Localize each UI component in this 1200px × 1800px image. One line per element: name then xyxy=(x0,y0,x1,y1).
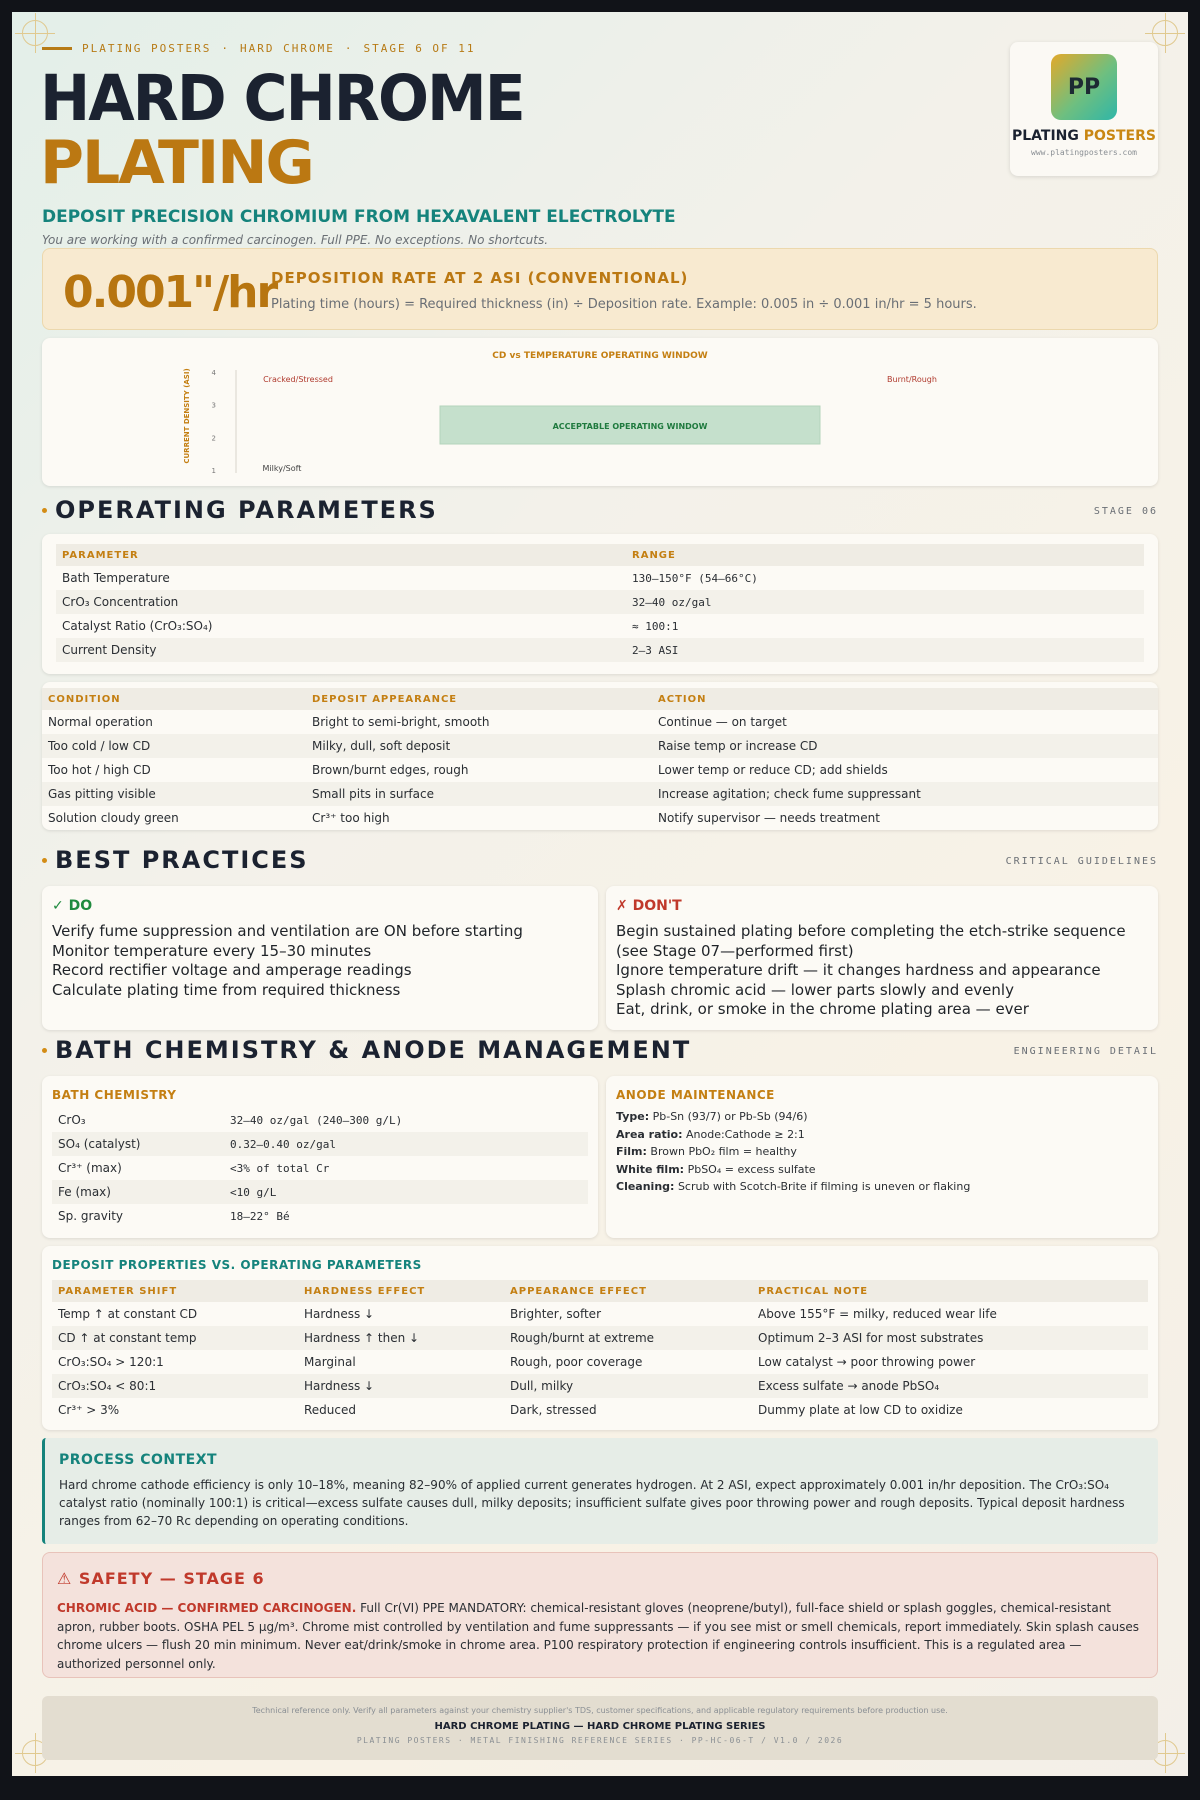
do-card xyxy=(42,886,598,1030)
hardness-cell: Hardness ↓ xyxy=(304,1307,375,1321)
table-row xyxy=(42,758,1158,782)
list-item: Begin sustained plating before completing the etch-strike sequence (see Stage 07—performed first) xyxy=(616,922,1126,960)
table-row xyxy=(52,1398,1148,1422)
list-item: Monitor temperature every 15–30 minutes xyxy=(52,941,372,960)
table-row xyxy=(56,590,1144,614)
anode-line xyxy=(616,1126,1148,1144)
dont-list xyxy=(616,922,1148,1020)
best-practices-heading xyxy=(42,846,309,874)
appearance-cell: Brighter, softer xyxy=(510,1307,602,1321)
table-row xyxy=(42,806,1158,830)
chart-title: CD vs TEMPERATURE OPERATING WINDOW xyxy=(492,351,708,361)
table-header: PRACTICAL NOTE xyxy=(752,1280,1148,1302)
table-header: APPEARANCE EFFECT xyxy=(504,1280,752,1302)
process-context-box xyxy=(42,1438,1158,1544)
note-cell: Dummy plate at low CD to oxidize xyxy=(758,1403,963,1417)
parameter-cell: Catalyst Ratio (CrO₃:SO₄) xyxy=(62,619,213,633)
dont-title: ✗ DON'T xyxy=(616,898,682,914)
deposition-rate-text: Plating time (hours) = Required thickness (in) ÷ Deposition rate. Example: 0.005 in ÷ 0.001 in/hr = 5 hours. xyxy=(271,297,977,312)
appearance-cell: Small pits in surface xyxy=(306,782,652,806)
value-cell: <3% of total Cr xyxy=(230,1161,330,1175)
appearance-cell: Dull, milky xyxy=(504,1374,752,1398)
footer-disclaimer: Technical reference only. Verify all parameters against your chemistry supplier's TDS, customer specifications, and applicable regulatory requirements before production use. xyxy=(252,1706,948,1715)
deposit-properties-table xyxy=(52,1280,1148,1422)
deposit-properties-card xyxy=(42,1246,1158,1430)
range-cell: 2–3 ASI xyxy=(626,638,1144,662)
dont-card xyxy=(606,886,1158,1030)
page-subtitle: DEPOSIT PRECISION CHROMIUM FROM HEXAVALENT ELECTROLYTE xyxy=(42,207,676,227)
operating-window-label: ACCEPTABLE OPERATING WINDOW xyxy=(552,422,708,431)
shift-cell: Cr³⁺ > 3% xyxy=(58,1403,120,1417)
anode-label: Cleaning: xyxy=(616,1180,675,1193)
range-cell: ≈ 100:1 xyxy=(632,619,679,633)
y-tick-label: 1 xyxy=(211,467,216,475)
anode-label: Type: xyxy=(616,1110,650,1123)
hardness-cell: Reduced xyxy=(304,1403,357,1417)
condition-cell: Too hot / high CD xyxy=(48,763,151,777)
bullet-dot xyxy=(42,858,47,863)
value-cell: 18–22° Bé xyxy=(230,1209,290,1223)
eyebrow xyxy=(42,42,476,55)
operating-parameters-card xyxy=(42,534,1158,674)
operating-parameters-heading xyxy=(42,496,438,524)
condition-cell: Normal operation xyxy=(48,715,153,729)
appearance-cell: Dark, stressed xyxy=(510,1403,597,1417)
anode-maintenance-card xyxy=(606,1076,1158,1238)
table-header: RANGE xyxy=(626,544,1144,566)
chart-y-ticks xyxy=(212,369,217,475)
appearance-cell: Brown/burnt edges, rough xyxy=(312,763,469,777)
table-header: DEPOSIT APPEARANCE xyxy=(306,688,652,710)
shift-cell: Temp ↑ at constant CD xyxy=(58,1307,198,1321)
table-row xyxy=(56,638,1144,662)
anode-text: Brown PbO₂ film = healthy xyxy=(650,1145,797,1158)
table-header: ACTION xyxy=(652,688,1158,710)
appearance-cell: Rough, poor coverage xyxy=(510,1355,643,1369)
anode-label: Film: xyxy=(616,1145,647,1158)
eyebrow-rule xyxy=(42,47,72,50)
shift-cell: CD ↑ at constant temp xyxy=(52,1326,298,1350)
footer-title: HARD CHROME PLATING — HARD CHROME PLATING SERIES xyxy=(434,1721,766,1732)
bath-chemistry-tag: ENGINEERING DETAIL xyxy=(1013,1046,1158,1057)
deposition-rate-box xyxy=(42,248,1158,330)
table-row xyxy=(56,614,1144,638)
list-item: Calculate plating time from required thickness xyxy=(52,980,401,999)
table-row xyxy=(52,1204,588,1228)
anode-line xyxy=(616,1143,1148,1161)
bath-chemistry-table xyxy=(52,1108,588,1228)
table-row xyxy=(52,1374,1148,1398)
annotation-burnt: Burnt/Rough xyxy=(887,375,937,384)
condition-cell: Too cold / low CD xyxy=(42,734,306,758)
eyebrow-stage: STAGE 6 OF 11 xyxy=(363,42,476,55)
process-context-title: PROCESS CONTEXT xyxy=(59,1452,218,1468)
appearance-cell: Bright to semi-bright, smooth xyxy=(312,715,490,729)
note-cell: Above 155°F = milky, reduced wear life xyxy=(758,1307,997,1321)
note-cell: Optimum 2–3 ASI for most substrates xyxy=(752,1326,1148,1350)
footer-code: PLATING POSTERS · METAL FINISHING REFERENCE SERIES · PP-HC-06-T / V1.0 / 2026 xyxy=(356,1736,844,1745)
note-cell: Excess sulfate → anode PbSO₄ xyxy=(752,1374,1148,1398)
table-row xyxy=(42,710,1158,734)
shift-cell: CrO₃:SO₄ < 80:1 xyxy=(52,1374,298,1398)
safety-text-block xyxy=(57,1599,1143,1673)
list-item: Ignore temperature drift — it changes hardness and appearance xyxy=(616,961,1101,979)
y-tick-label: 4 xyxy=(211,369,216,377)
eyebrow-series: PLATING POSTERS xyxy=(82,42,212,55)
logo-url: www.platingposters.com xyxy=(1031,148,1137,157)
list-item: Splash chromic acid — lower parts slowly and evenly xyxy=(616,980,1014,999)
y-tick-label: 2 xyxy=(211,434,216,443)
component-cell: Fe (max) xyxy=(52,1180,224,1204)
corner-mark xyxy=(1152,20,1178,46)
logo-name xyxy=(1010,128,1158,144)
bath-chemistry-title: BATH CHEMISTRY xyxy=(52,1088,177,1102)
action-cell: Raise temp or increase CD xyxy=(652,734,1158,758)
page-tagline: You are working with a confirmed carcinogen. Full PPE. No exceptions. No shortcuts. xyxy=(42,233,549,247)
range-cell: 32–40 oz/gal xyxy=(626,590,1144,614)
anode-line xyxy=(616,1108,1148,1126)
deposition-rate-value: 0.001"/hr xyxy=(63,267,277,318)
deposit-properties-title: DEPOSIT PROPERTIES VS. OPERATING PARAMETERS xyxy=(52,1258,422,1272)
eyebrow-sep: · xyxy=(344,42,354,55)
hardness-cell: Hardness ↓ xyxy=(298,1374,504,1398)
page-title-line2: PLATING xyxy=(40,128,313,198)
conditions-card xyxy=(42,682,1158,830)
anode-label: Area ratio: xyxy=(616,1127,683,1141)
best-practices-tag: CRITICAL GUIDELINES xyxy=(1005,856,1158,867)
logo-name-main: PLATING xyxy=(1011,128,1079,144)
page-title-line1: HARD CHROME xyxy=(40,62,524,136)
safety-text: Full Cr(VI) PPE MANDATORY: chemical-resistant gloves (neoprene/butyl), full-face shield or splash goggles, chemical-resistant apron, rubber boots. OSHA PEL 5 µg/m³. Chrome mist controlled by ventilation and fume suppressants — if you see mist or smell chemicals, report immediately. Skin splash causes chrome ulcers — flush 20 min minimum. Never eat/drink/smoke in chrome area. P100 respiratory protection if engineering controls insufficient. This is a regulated area — authorized personnel only. xyxy=(57,1601,1140,1671)
hardness-cell: Hardness ↑ then ↓ xyxy=(298,1326,504,1350)
annotation-milky: Milky/Soft xyxy=(262,464,302,473)
table-row xyxy=(52,1326,1148,1350)
appearance-cell: Milky, dull, soft deposit xyxy=(306,734,652,758)
do-list xyxy=(52,922,588,1000)
table-row xyxy=(52,1132,588,1156)
value-cell: 32–40 oz/gal (240–300 g/L) xyxy=(230,1113,403,1127)
action-cell: Increase agitation; check fume suppressant xyxy=(652,782,1158,806)
anode-text: Pb-Sn (93/7) or Pb-Sb (94/6) xyxy=(652,1110,808,1123)
anode-text: Scrub with Scotch-Brite if filming is uneven or flaking xyxy=(677,1180,971,1193)
best-practices-title: BEST PRACTICES xyxy=(55,846,309,874)
hardness-cell: Marginal xyxy=(304,1355,356,1369)
table-header: PARAMETER xyxy=(56,544,626,566)
process-context-text: Hard chrome cathode efficiency is only 10–18%, meaning 82–90% of applied current generates hydrogen. At 2 ASI, expect approximately 0.001 in/hr deposition. The CrO₃:SO₄ catalyst ratio (nominally 100:1) is critical—excess sulfate causes dull, milky deposits; insufficient sulfate gives poor throwing power and rough deposits. Typical deposit hardness ranges from 62–70 Rc depending on operating conditions. xyxy=(59,1478,1125,1528)
appearance-cell: Rough/burnt at extreme xyxy=(504,1326,752,1350)
component-cell: Sp. gravity xyxy=(58,1209,124,1223)
operating-window-chart xyxy=(42,338,1158,486)
bath-chemistry-section-title: BATH CHEMISTRY & ANODE MANAGEMENT xyxy=(55,1036,692,1064)
table-row xyxy=(42,734,1158,758)
table-row xyxy=(52,1350,1148,1374)
table-row xyxy=(52,1302,1148,1326)
conditions-table xyxy=(42,688,1158,830)
annotation-cracked: Cracked/Stressed xyxy=(263,375,333,384)
do-title: ✓ DO xyxy=(52,898,93,914)
anode-line xyxy=(616,1161,1148,1179)
list-item: Record rectifier voltage and amperage readings xyxy=(52,961,412,979)
range-cell: 130–150°F (54–66°C) xyxy=(632,571,758,585)
poster xyxy=(12,12,1188,1776)
operating-parameters-table xyxy=(56,544,1144,662)
operating-parameters-title: OPERATING PARAMETERS xyxy=(55,496,438,524)
bath-chemistry-card xyxy=(42,1076,598,1238)
anode-text: PbSO₄ = excess sulfate xyxy=(687,1162,816,1176)
table-row xyxy=(56,566,1144,590)
anode-label: White film: xyxy=(616,1162,685,1176)
anode-text: Anode:Cathode ≥ 2:1 xyxy=(685,1127,805,1141)
table-header: HARDNESS EFFECT xyxy=(298,1280,504,1302)
note-cell: Low catalyst → poor throwing power xyxy=(758,1355,976,1369)
table-header: CONDITION xyxy=(42,688,306,710)
parameter-cell: Bath Temperature xyxy=(62,571,170,585)
table-row xyxy=(52,1180,588,1204)
action-cell: Continue — on target xyxy=(658,715,787,729)
deposition-rate-heading: DEPOSITION RATE AT 2 ASI (CONVENTIONAL) xyxy=(271,269,689,287)
logo-name-accent: POSTERS xyxy=(1083,128,1156,144)
value-cell: <10 g/L xyxy=(224,1180,588,1204)
safety-lead: CHROMIC ACID — CONFIRMED CARCINOGEN. xyxy=(57,1601,357,1615)
condition-cell: Gas pitting visible xyxy=(42,782,306,806)
eyebrow-sep: · xyxy=(221,42,230,55)
component-cell: CrO₃ xyxy=(58,1113,86,1127)
anode-line xyxy=(616,1178,1148,1196)
value-cell: 0.32–0.40 oz/gal xyxy=(224,1132,588,1156)
eyebrow-topic: HARD CHROME xyxy=(239,42,335,55)
component-cell: Cr³⁺ (max) xyxy=(58,1161,122,1175)
bullet-dot xyxy=(42,508,47,513)
safety-title: ⚠ SAFETY — STAGE 6 xyxy=(57,1569,265,1588)
component-cell: SO₄ (catalyst) xyxy=(52,1132,224,1156)
footer xyxy=(42,1696,1158,1760)
parameter-cell: Current Density xyxy=(56,638,626,662)
safety-box xyxy=(42,1552,1158,1678)
table-header: PARAMETER SHIFT xyxy=(52,1280,298,1302)
bullet-dot xyxy=(42,1048,47,1053)
list-item: Eat, drink, or smoke in the chrome plating area — ever xyxy=(616,1000,1029,1018)
action-cell: Notify supervisor — needs treatment xyxy=(658,811,880,825)
action-cell: Lower temp or reduce CD; add shields xyxy=(658,763,888,777)
y-tick-label: 3 xyxy=(211,401,216,410)
shift-cell: CrO₃:SO₄ > 120:1 xyxy=(58,1355,164,1369)
anode-maintenance-title: ANODE MAINTENANCE xyxy=(616,1088,775,1102)
operating-parameters-tag: STAGE 06 xyxy=(1093,506,1158,517)
table-row xyxy=(42,782,1158,806)
logo-badge: PP xyxy=(1051,54,1117,120)
logo-card xyxy=(1010,42,1158,176)
table-row xyxy=(52,1108,588,1132)
chart-svg xyxy=(42,338,1158,486)
bath-chemistry-heading xyxy=(42,1036,691,1064)
list-item: Verify fume suppression and ventilation are ON before starting xyxy=(52,922,523,940)
parameter-cell: CrO₃ Concentration xyxy=(56,590,626,614)
chart-ylabel: CURRENT DENSITY (ASI) xyxy=(183,368,191,464)
appearance-cell: Cr³⁺ too high xyxy=(312,811,390,825)
table-row xyxy=(52,1156,588,1180)
condition-cell: Solution cloudy green xyxy=(48,811,179,825)
